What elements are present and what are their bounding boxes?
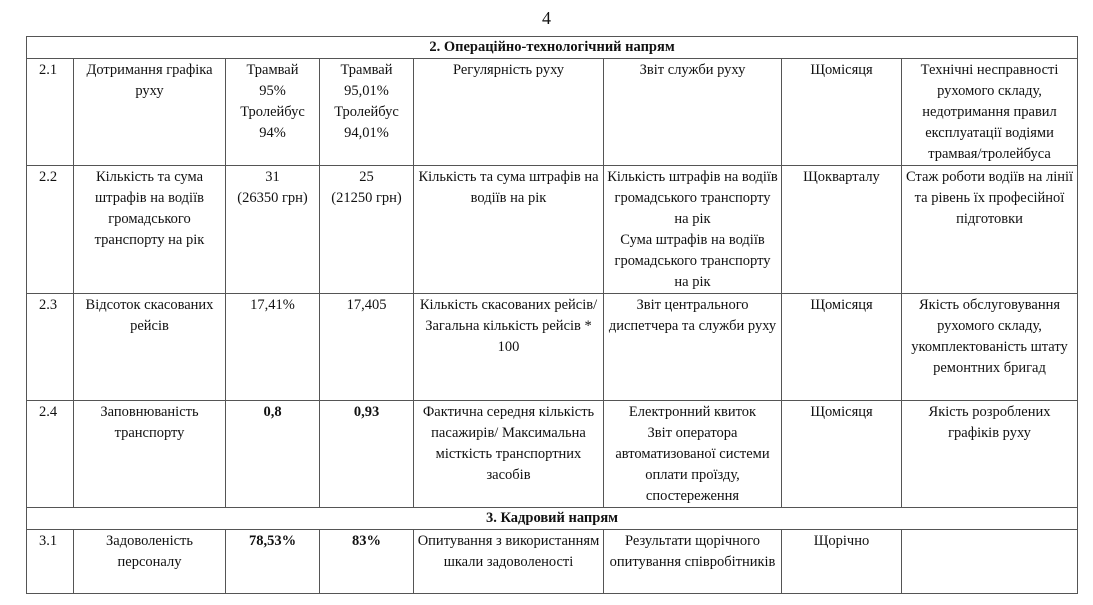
base-value-cell (226, 294, 320, 401)
base-value-line: (26350 грн) (237, 190, 308, 206)
base-value-line: 95% (259, 83, 286, 99)
formula-cell: Регулярність руху (414, 59, 604, 166)
indicator-cell: Відсоток скасованих рейсів (74, 294, 226, 401)
section-header (27, 508, 1078, 530)
source-line: Звіт служби руху (639, 62, 746, 78)
source-line: Звіт оператора автоматизованої системи оплати проїзду, спостереження (615, 425, 770, 504)
frequency-cell: Щорічно (782, 530, 902, 594)
row-number: 3.1 (27, 530, 74, 594)
indicator-cell: Дотримання графіка руху (74, 59, 226, 166)
source-line: Кількість штрафів на водіїв громадського транспорту на рік (607, 169, 778, 227)
target-value-line: 83% (352, 533, 381, 549)
source-line: Електронний квиток (628, 404, 757, 420)
section-title: 3. Кадровий напрям (27, 508, 1078, 530)
base-value-line: Тролейбус (240, 104, 305, 120)
source-cell (604, 401, 782, 508)
target-value-line: Трамвай (340, 62, 393, 78)
base-value-line: 31 (265, 169, 280, 185)
base-value-line: Трамвай (246, 62, 299, 78)
frequency-cell: Щомісяця (782, 59, 902, 166)
base-value-line: 78,53% (248, 533, 297, 549)
base-value-cell (226, 401, 320, 508)
row-number: 2.3 (27, 294, 74, 401)
target-value-cell (320, 166, 414, 294)
source-cell (604, 166, 782, 294)
base-value-line: 94% (259, 125, 286, 141)
table-row (27, 59, 1078, 166)
base-value-line: 17,41% (250, 297, 295, 313)
indicators-table (26, 36, 1078, 594)
target-value-cell (320, 294, 414, 401)
target-value-cell (320, 401, 414, 508)
base-value-cell (226, 59, 320, 166)
row-number: 2.4 (27, 401, 74, 508)
base-value-cell (226, 166, 320, 294)
source-cell (604, 530, 782, 594)
target-value-line: 17,405 (346, 297, 387, 313)
target-value-cell (320, 59, 414, 166)
section-header (27, 37, 1078, 59)
source-line: Сума штрафів на водіїв громадського транспорту на рік (614, 232, 771, 290)
indicator-cell: Кількість та сума штрафів на водіїв громадського транспорту на рік (74, 166, 226, 294)
frequency-cell: Щокварталу (782, 166, 902, 294)
base-value-line: 0,8 (263, 404, 282, 420)
factors-cell: Стаж роботи водіїв на лінії та рівень їх професійної підготовки (902, 166, 1078, 294)
factors-cell: Якість розроблених графіків руху (902, 401, 1078, 508)
frequency-cell: Щомісяця (782, 294, 902, 401)
base-value-cell (226, 530, 320, 594)
target-value-line: 0,93 (353, 404, 380, 420)
formula-cell: Кількість скасованих рейсів/ Загальна кількість рейсів * 100 (414, 294, 604, 401)
target-value-line: 95,01% (344, 83, 389, 99)
table-row (27, 401, 1078, 508)
row-number: 2.1 (27, 59, 74, 166)
target-value-line: (21250 грн) (331, 190, 402, 206)
indicator-cell: Заповнюваність транспорту (74, 401, 226, 508)
target-value-line: 94,01% (344, 125, 389, 141)
table-row (27, 166, 1078, 294)
target-value-cell (320, 530, 414, 594)
section-title: 2. Операційно-технологічний напрям (27, 37, 1078, 59)
factors-cell (902, 530, 1078, 594)
source-line: Результати щорічного опитування співробітників (609, 533, 776, 570)
formula-cell: Опитування з використанням шкали задоволеності (414, 530, 604, 594)
row-number: 2.2 (27, 166, 74, 294)
table-row (27, 294, 1078, 401)
table-row (27, 530, 1078, 594)
source-cell (604, 294, 782, 401)
page-number: 4 (542, 8, 551, 28)
factors-cell: Якість обслуговування рухомого складу, укомплектованість штату ремонтних бригад (902, 294, 1078, 401)
source-cell (604, 59, 782, 166)
frequency-cell: Щомісяця (782, 401, 902, 508)
source-line: Звіт центрального диспетчера та служби руху (608, 297, 777, 334)
target-value-line: 25 (359, 169, 374, 185)
indicator-cell: Задоволеність персоналу (74, 530, 226, 594)
factors-cell: Технічні несправності рухомого складу, недотримання правил експлуатації водіями трамвая/тролейбуса (902, 59, 1078, 166)
formula-cell: Кількість та сума штрафів на водіїв на рік (414, 166, 604, 294)
target-value-line: Тролейбус (334, 104, 399, 120)
formula-cell: Фактична середня кількість пасажирів/ Максимальна місткість транспортних засобів (414, 401, 604, 508)
